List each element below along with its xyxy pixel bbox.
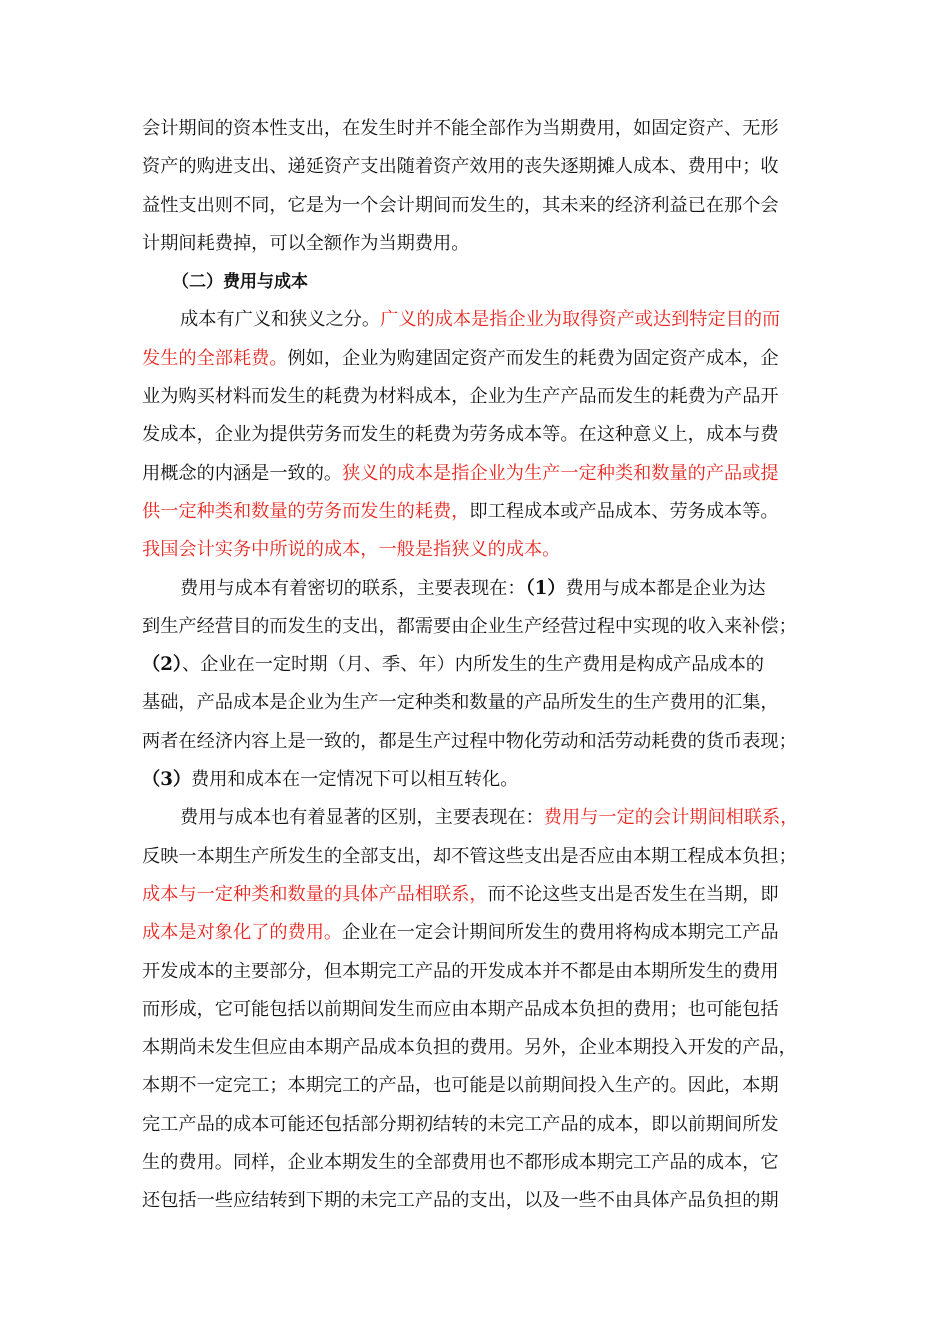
plain-text: 例如，企业为购建固定资产而发生的耗费为固定资产成本，企 bbox=[287, 347, 779, 369]
emphasis-text: 广义的成本是指企业为取得资产或达到特定目的而 bbox=[380, 309, 781, 331]
text-line: 生的费用。同样，企业本期发生的全部费用也不都形成本期完工产品的成本，它 bbox=[142, 1152, 779, 1174]
section-heading: （二）费用与成本 bbox=[172, 272, 308, 293]
paragraph-line bbox=[142, 340, 822, 378]
paragraph-line bbox=[142, 646, 822, 684]
text-line: 本期不一定完工；本期完工的产品，也可能是以前期间投入生产的。因此，本期 bbox=[142, 1075, 779, 1097]
paragraph-line bbox=[142, 455, 822, 493]
emphasis-text: 成本与一定种类和数量的具体产品相联系， bbox=[142, 883, 488, 905]
paragraph-line bbox=[142, 799, 822, 837]
emphasis-text: 费用与一定的会计期间相联系， bbox=[543, 807, 799, 829]
text-line: 本期尚未发生但应由本期产品成本负担的费用。另外，企业本期投入开发的产品， bbox=[142, 1037, 797, 1059]
text-line: 发成本，企业为提供劳务而发生的耗费为劳务成本等。在这种意义上，成本与费 bbox=[142, 424, 779, 446]
list-number: （1） bbox=[525, 577, 566, 599]
emphasis-text: 发生的全部耗费。 bbox=[142, 347, 288, 369]
plain-text: 企业在一定会计期间所发生的费用将构成本期完工产品 bbox=[342, 922, 779, 944]
plain-text: 成本有广义和狭义之分。 bbox=[180, 309, 381, 331]
text-line: 业为购买材料而发生的耗费为材料成本，企业为生产产品而发生的耗费为产品开 bbox=[142, 386, 779, 408]
plain-text: 而不论这些支出是否发生在当期，即 bbox=[487, 883, 779, 905]
text-line: 反映一本期生产所发生的全部支出，却不管这些支出是否应由本期工程成本负担； bbox=[142, 845, 797, 867]
text-line: 而形成，它可能包括以前期间发生而应由本期产品成本负担的费用；也可能包括 bbox=[142, 998, 779, 1020]
emphasis-text: 狭义的成本是指企业为生产一定种类和数量的产品或提 bbox=[342, 462, 779, 484]
paragraph-line bbox=[142, 301, 822, 339]
paragraph-line bbox=[142, 914, 822, 952]
plain-text: 费用与成本有着密切的联系，主要表现在： bbox=[180, 577, 526, 599]
text-line: 计期间耗费掉，可以全额作为当期费用。 bbox=[142, 232, 470, 254]
list-number: （3） bbox=[142, 769, 192, 791]
plain-text: 即工程成本或产品成本、劳务成本等。 bbox=[469, 500, 779, 522]
list-number: （2） bbox=[142, 654, 182, 676]
emphasis-text: 成本是对象化了的费用。 bbox=[142, 922, 343, 944]
text-line: 到生产经营目的而发生的支出，都需要由企业生产经营过程中实现的收入来补偿； bbox=[142, 615, 797, 637]
plain-text: 费用和成本在一定情况下可以相互转化。 bbox=[191, 769, 519, 791]
emphasis-line: 我国会计实务中所说的成本，一般是指狭义的成本。 bbox=[142, 539, 561, 561]
document-body bbox=[142, 110, 822, 1221]
paragraph-line bbox=[142, 761, 822, 799]
text-line: 完工产品的成本可能还包括部分期初结转的未完工产品的成本，即以前期间所发 bbox=[142, 1113, 779, 1135]
plain-text: 、企业在一定时期（月、季、年）内所发生的生产费用是构成产品成本的 bbox=[181, 654, 764, 676]
emphasis-text: 供一定种类和数量的劳务而发生的耗费， bbox=[142, 500, 470, 522]
text-line: 开发成本的主要部分，但本期完工产品的开发成本并不都是由本期所发生的费用 bbox=[142, 960, 779, 982]
text-line: 基础，产品成本是企业为生产一定种类和数量的产品所发生的生产费用的汇集， bbox=[142, 692, 779, 714]
text-line: 资产的购进支出、递延资产支出随着资产效用的丧失逐期摊人成本、费用中；收 bbox=[142, 156, 779, 178]
text-line: 会计期间的资本性支出，在发生时并不能全部作为当期费用，如固定资产、无形 bbox=[142, 118, 779, 139]
text-line: 还包括一些应结转到下期的未完工产品的支出，以及一些不由具体产品负担的期 bbox=[142, 1190, 779, 1212]
text-line: 两者在经济内容上是一致的，都是生产过程中物化劳动和活劳动耗费的货币表现； bbox=[142, 730, 797, 752]
plain-text: 用概念的内涵是一致的。 bbox=[142, 462, 343, 484]
plain-text: 费用与成本也有着显著的区别，主要表现在： bbox=[180, 807, 544, 829]
paragraph-line bbox=[142, 570, 822, 608]
paragraph-line bbox=[142, 493, 822, 531]
plain-text: 费用与成本都是企业为达 bbox=[565, 577, 766, 599]
text-line: 益性支出则不同，它是为一个会计期间而发生的，其未来的经济利益已在那个会 bbox=[142, 194, 779, 216]
paragraph-line bbox=[142, 876, 822, 914]
